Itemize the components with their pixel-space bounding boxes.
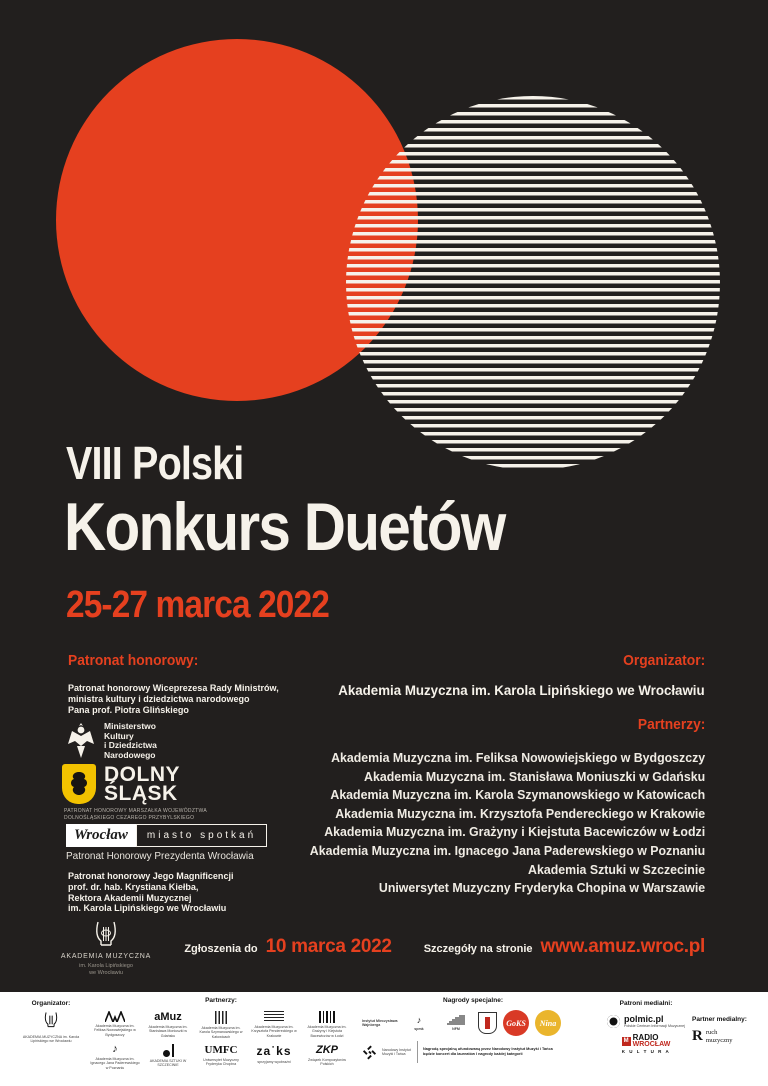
nimit-starburst-icon <box>362 1045 377 1060</box>
logo-caption: sprzyjamy wyobraźni <box>257 1059 291 1064</box>
patronat-premier-line: Pana prof. Piotra Glińskiego <box>68 704 189 716</box>
amuz-footer-lyre-icon <box>43 1011 59 1030</box>
footer-partner-row-2 <box>90 1044 352 1070</box>
silesian-eagle-icon <box>68 770 90 798</box>
patronat-rektor-line: im. Karola Lipińskiego we Wrocławiu <box>68 903 227 915</box>
footer-organizator-label: Organizator: <box>31 1000 71 1007</box>
logo-nfm <box>440 1014 472 1031</box>
partner-item: Uniwersytet Muzyczny Fryderyka Chopina w Warszawie <box>378 880 705 896</box>
radio-wroclaw-icon: M <box>623 1038 629 1045</box>
patronat-rektor-line: Rektora Akademii Muzycznej <box>68 892 192 904</box>
logo-amuz-katowice <box>196 1011 246 1039</box>
wroclaw-patronat-caption: Patronat Honorowy Prezydenta Wrocławia <box>66 851 254 862</box>
dolny-slask-line: DOLNY <box>104 763 180 786</box>
logo-zkp <box>302 1044 352 1070</box>
footer-organizator-section <box>16 1000 86 1044</box>
details-prefix: Szczegóły na stronie <box>423 943 533 955</box>
logo-caption: Akademia Muzyczna im. Feliksa Nowowiejskiego w Bydgoszczy <box>94 1024 136 1037</box>
patronat-premier-text <box>68 684 279 716</box>
partner-item: Akademia Muzyczna im. Grażyny i Kiejstuta Bacewiczów w Łodzi <box>324 824 705 840</box>
partner-item: Akademia Sztuki w Szczecinie <box>527 861 705 877</box>
spmk-clef-icon: ♪ <box>416 1014 422 1025</box>
competition-dates: 25-27 marca 2022 <box>66 584 329 626</box>
logo-caption: Akademia Muzyczna im. Krzysztofa Pendereckiego w Krakowie <box>251 1025 297 1038</box>
partner-item: Akademia Muzyczna im. Krzysztofa Pendereckiego w Krakowie <box>335 805 705 821</box>
partner-item: Akademia Muzyczna im. Stanisława Moniuszki w Gdańsku <box>363 768 705 784</box>
footer-nagrody-row-2 <box>362 1041 584 1063</box>
dolny-slask-sub-line: DOLNOŚLĄSKIEGO CEZAREGO PRZYBYLSKIEGO <box>64 814 195 821</box>
logo-spmk <box>404 1015 434 1031</box>
polmic-wordmark: polmic.pl <box>624 1014 664 1024</box>
lines-icon <box>264 1011 284 1023</box>
amuz-logo-name: AKADEMIA MUZYCZNA <box>60 953 152 960</box>
clef-icon: ♪ <box>112 1042 118 1055</box>
footer-patroni-label: Patroni medialni: <box>619 1000 673 1007</box>
logo-ruch-muzyczny <box>692 1028 762 1045</box>
footer-partner-medialny-label: Partner medialny: <box>692 1016 747 1023</box>
deadline-prefix: Zgłoszenia do <box>184 943 258 955</box>
logo-caption: Akademia Muzyczna im. Ignacego Jana Paderewskiego w Poznaniu <box>90 1056 140 1070</box>
footer-patroni-section <box>604 1000 688 1054</box>
logo-amuz-lodz <box>302 1011 352 1039</box>
details-group <box>424 936 705 958</box>
nina-logo: Nina <box>535 1010 561 1036</box>
polmic-disc-icon <box>607 1015 620 1028</box>
patronat-rektor-text <box>68 872 233 915</box>
radio-kultura-wordmark: K U L T U R A <box>621 1049 671 1055</box>
logo-caption: Związek Kompozytorów Polskich <box>308 1057 346 1067</box>
partnerzy-heading: Partnerzy: <box>637 716 705 733</box>
dolny-slask-logo <box>62 764 180 804</box>
ministry-line: Ministerstwo <box>104 721 156 731</box>
radio-wroclaw-wordmark: WROCŁAW <box>632 1041 671 1049</box>
logo-caption: Akademia Muzyczna im. Karola Szymanowskiego w Katowicach <box>199 1026 243 1039</box>
logo-akademia-sztuki-szczecin <box>143 1044 193 1070</box>
logo-amuz-poznan <box>90 1044 140 1070</box>
zkp-wordmark: ZKP <box>316 1043 338 1056</box>
silesia-shield-icon <box>62 764 96 804</box>
ruch-muzyczny-wordmark: ruch muzyczny <box>705 1028 733 1044</box>
amuz-logo-sub-line: im. Karola Lipińskiego <box>79 963 133 969</box>
striped-circle-graphic <box>346 96 720 470</box>
patronat-premier-line: ministra kultury i dziedzictwa narodowego <box>68 693 250 705</box>
special-prize-note-line: będzie koncert dla laureatów I nagrody każdej kategorii <box>423 1052 523 1056</box>
am-peaks-icon <box>105 1011 125 1022</box>
deadline-group <box>184 936 391 958</box>
logo-radio-wroclaw <box>604 1034 688 1054</box>
footer-partnerzy-section <box>90 997 352 1070</box>
partner-item: Akademia Muzyczna im. Feliksa Nowowiejskiego w Bydgoszczy <box>330 750 705 765</box>
city-crest-icon <box>478 1012 497 1034</box>
organizator-heading: Organizator: <box>622 652 705 669</box>
zaiks-wordmark: za˙ks <box>256 1043 292 1058</box>
special-prize-note-line: Nagrodą specjalną ufundowaną przez Narodowy Instytut Muzyki i Tańca <box>423 1047 553 1052</box>
ministry-line: i Dziedzictwa <box>104 740 157 751</box>
patronat-rektor-line: prof. dr. hab. Krystiana Kiełba, <box>68 881 199 893</box>
logo-amuz-bydgoszcz <box>90 1011 140 1039</box>
footer-logo-bar <box>0 992 768 1086</box>
ministry-logo <box>66 722 157 760</box>
dolny-slask-line: ŚLĄSK <box>104 782 178 805</box>
amuz-wroclaw-logo <box>58 920 154 977</box>
nimit-logo-text: Narodowy Instytut Muzyki i Tańca <box>382 1047 411 1056</box>
wroclaw-wordmark: Wrocław <box>66 824 136 847</box>
patronat-premier-line: Patronat honorowy Wiceprezesa Rady Ministrów, <box>68 683 279 694</box>
dolny-slask-sub-line: PATRONAT HONOROWY MARSZAŁKA WOJEWÓDZTWA <box>64 808 208 814</box>
miasto-spotkan-tagline: miasto spotkań <box>136 824 267 847</box>
dolny-slask-wordmark <box>104 765 180 803</box>
special-prize-note <box>423 1047 553 1056</box>
logo-umfc <box>196 1044 246 1070</box>
ministry-logo-text <box>104 722 157 760</box>
goks-logo: GoKS <box>503 1010 529 1036</box>
pipes-icon <box>215 1011 228 1024</box>
patronat-honorowy-heading: Patronat honorowy: <box>68 652 199 669</box>
dot-bar-icon <box>163 1044 174 1057</box>
logo-caption: AKADEMIA SZTUKI W SZCZECINIE <box>149 1058 187 1068</box>
footer-nagrody-row-1 <box>362 1010 584 1036</box>
footer-nagrody-section <box>362 997 584 1063</box>
logo-amuz-krakow <box>249 1011 299 1039</box>
polish-eagle-icon <box>66 722 96 760</box>
amuz-logo-sub <box>79 963 133 977</box>
ministry-line: Kultury <box>104 730 134 741</box>
wroclaw-miasto-spotkan-logo <box>66 824 267 847</box>
barcode-icon <box>319 1011 335 1023</box>
footer-partnerzy-label: Partnerzy: <box>205 997 237 1004</box>
logo-caption: Akademia Muzyczna im. Stanisława Moniuszki w Gdańsku <box>148 1025 188 1038</box>
footer-partner-medialny-section <box>692 1016 762 1045</box>
partner-list <box>310 749 705 898</box>
logo-polmic <box>604 1014 688 1028</box>
organizator-name: Akademia Muzyczna im. Karola Lipińskiego we Wrocławiu <box>338 682 705 698</box>
page-title: Konkurs Duetów <box>64 489 505 565</box>
divider <box>417 1041 418 1063</box>
umfc-wordmark: UMFC <box>204 1043 238 1056</box>
deadline-date: 10 marca 2022 <box>265 936 392 957</box>
nfm-wordmark: NFM <box>452 1027 460 1032</box>
dolny-slask-patronat-text <box>64 808 207 821</box>
ruch-muzyczny-monogram: R <box>692 1028 703 1044</box>
nfm-lines-icon <box>445 1014 467 1025</box>
partner-item: Akademia Muzyczna im. Ignacego Jana Paderewskiego w Poznaniu <box>309 842 705 858</box>
partner-item: Akademia Muzyczna im. Karola Szymanowskiego w Katowicach <box>330 787 705 803</box>
footer-partner-row-1 <box>90 1011 352 1039</box>
logo-caption: Uniwersytet Muzyczny Fryderyka Chopina <box>203 1057 239 1067</box>
logo-instytut-wajnberga: Instytut Mieczysława Wajnberga <box>362 1018 398 1027</box>
footer-nagrody-label: Nagrody specjalne: <box>443 997 503 1004</box>
ministry-line: Narodowego <box>104 749 156 760</box>
logo-amuz-gdansk <box>143 1011 193 1039</box>
deadline-row <box>184 936 705 958</box>
logo-zaiks <box>249 1044 299 1070</box>
amuz-wordmark: aMuz <box>154 1011 182 1023</box>
radio-wordmark: RADIO <box>632 1033 659 1043</box>
lyre-icon <box>93 920 119 950</box>
logo-caption: Akademia Muzyczna im. Grażyny i Kiejstuta Bacewiczów w Łodzi <box>307 1025 347 1038</box>
title-edition: VIII Polski <box>66 437 244 489</box>
amuz-logo-sub-line: we Wrocławiu <box>89 970 123 976</box>
footer-organizator-caption: AKADEMIA MUZYCZNA im. Karola Lipińskiego we Wrocławiu <box>22 1035 80 1044</box>
spmk-wordmark: spmk <box>414 1026 424 1031</box>
website-link[interactable]: www.amuz.wroc.pl <box>540 936 705 957</box>
patronat-rektor-line: Patronat honorowy Jego Magnificencji <box>68 871 234 882</box>
polmic-caption: Polskie Centrum Informacji Muzycznej <box>624 1024 685 1028</box>
